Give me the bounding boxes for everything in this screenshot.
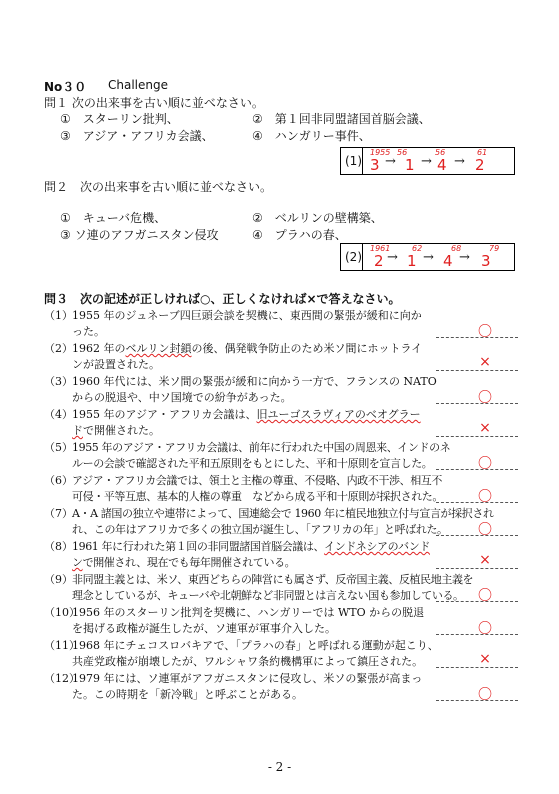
q2-option-3: ③ ソ連のアフガニスタン侵攻 (60, 228, 219, 242)
q3-item-text-line: 1960 年代には、米ソ間の緊張が緩和に向かう一方で、フランスの NATO (72, 375, 437, 388)
q3-item-text-line: 1979 年には、ソ連軍がアフガニスタンに侵攻し、米ソの緊張が高まっ (72, 672, 423, 685)
answer-blank (436, 568, 518, 569)
q3-item-number: （5） (44, 441, 73, 454)
q3-item-text-line: A・A 諸国の独立や連帯によって、国連総会で 1960 年に植民地独立付与宣言が採択され (72, 507, 494, 520)
q1-year-3: 56 (435, 148, 446, 157)
q3-item-text-line: ドで開催された。 (72, 424, 160, 437)
q3-answer-mark: 〇 (478, 390, 492, 406)
q3-item-number: （2） (44, 342, 73, 355)
q3-answer-mark: × (479, 420, 491, 436)
q3-item-text-line: アジア・アフリカ会議では、領土と主権の尊重、不侵略、内政不干渉、相互不 (72, 474, 443, 487)
q3-item-text-line: 1956 年のスターリン批判を契機に、ハンガリーでは WTO からの脱退 (72, 606, 425, 619)
q3-item-text-line: からの脱退や、中ソ国境での紛争があった。 (72, 391, 292, 404)
q3-item-text-line: を掲げる政権が誕生したが、ソ連軍が軍事介入した。 (72, 622, 336, 635)
q3-item-number: （4） (44, 408, 73, 421)
q1-answer-label: (1) (345, 154, 362, 168)
q3-item-number: （7） (44, 507, 73, 520)
q3-item-text-line: 1955 年のアジア・アフリカ会議は、旧ユーゴスラヴィアのベオグラー (72, 408, 421, 421)
q1-option-1: ① スターリン批判、 (60, 112, 179, 126)
answer-blank (436, 667, 518, 668)
q3-item-text-line: ンが設置された。 (72, 358, 160, 371)
q3-answer-mark: × (479, 354, 491, 370)
q3-item-text-line: 1962 年のベルリン封鎖の後、偶発戦争防止のため米ソ間にホットライ (72, 342, 423, 355)
challenge-label: Challenge (108, 78, 168, 92)
q1-year-1: 1955 (370, 148, 391, 157)
answer-blank (436, 436, 518, 437)
q3-item-number: （6） (44, 474, 73, 487)
q1-title: 問１ 次の出来事を古い順に並べなさい。 (44, 96, 264, 110)
q3-item-number: （10） (44, 606, 80, 619)
q3-item-text-line: 可侵・平等互恵、基本的人権の尊重 などから成る平和十原則が採択された。 (72, 490, 443, 503)
q3-item-text-line: れ、この年はアフリカで多くの独立国が誕生し、「アフリカの年」と呼ばれた。 (72, 523, 448, 536)
q3-item-text-line: た。この時期を「新冷戦」と呼ぶことがある。 (72, 688, 303, 701)
q2-year-4: 79 (489, 244, 500, 253)
q2-title: 問２ 次の出来事を古い順に並べなさい。 (44, 180, 273, 194)
q3-item-text-line: 理念としているが、キューバや北朝鮮など非同盟とは言えない国も参加している。 (72, 589, 464, 602)
q2-option-4: ④ プラハの春、 (252, 228, 347, 242)
q3-answer-mark: × (479, 552, 491, 568)
q1-year-4: 61 (477, 148, 488, 157)
q2-option-1: ① キューバ危機、 (60, 211, 167, 225)
q1-option-2: ② 第１回非同盟諸国首脳会議、 (252, 112, 431, 126)
q2-answer-box: (2) 1961 2 → 62 1 → 68 4 → 79 3 (340, 243, 515, 271)
q3-answer-mark: 〇 (478, 456, 492, 472)
q2-order-2: 1 (407, 252, 417, 270)
q1-option-3: ③ アジア・アフリカ会議、 (60, 129, 214, 143)
q1-order-2: 1 (405, 156, 415, 174)
q3-item-number: （3） (44, 375, 73, 388)
q3-item-number: （12） (44, 672, 80, 685)
q2-year-1: 1961 (370, 244, 391, 253)
q1-option-4: ④ ハンガリー事件、 (252, 129, 371, 143)
q3-answer-mark: 〇 (478, 687, 492, 703)
q1-order-4: 2 (475, 156, 485, 174)
q3-item-text-line: 1955 年のジュネーブ四巨頭会談を契機に、東西間の緊張が緩和に向か (72, 309, 422, 322)
q3-answer-mark: 〇 (478, 324, 492, 340)
q3-answer-mark: 〇 (478, 522, 492, 538)
q3-item-text-line: 1955 年のアジア・アフリカ会議は、前年に行われた中国の周恩来、インドのネ (72, 441, 451, 454)
q1-year-2: 56 (397, 148, 408, 157)
q3-item-text-line: ルーの会談で確認された平和五原則をもとにした、平和十原則を宣言した。 (72, 457, 433, 470)
q3-item-text-line: 1968 年にチェコスロバキアで、「プラハの春」と呼ばれる運動が起こり、 (72, 639, 439, 652)
q2-year-3: 68 (451, 244, 462, 253)
q2-order-1: 2 (374, 252, 384, 270)
q3-answer-mark: × (479, 651, 491, 667)
answer-blank (436, 370, 518, 371)
q3-answer-mark: 〇 (478, 621, 492, 637)
q3-answer-mark: 〇 (478, 588, 492, 604)
q3-item-text-line: ンで開催され、現在でも毎年開催されている。 (72, 556, 296, 569)
q3-item-text-line: 1961 年に行われた第１回の非同盟諸国首脳会議は、インドネシアのバンド (72, 540, 430, 553)
q3-answer-mark: 〇 (478, 489, 492, 505)
q3-item-number: （8） (44, 540, 73, 553)
q3-item-text-line: 共産党政権が崩壊したが、ワルシャワ条約機構軍によって鎮圧された。 (72, 655, 424, 668)
q1-answer-box: (1) 1955 3 → 56 1 → 56 4 → 61 2 (340, 147, 515, 175)
q3-item-number: （9） (44, 573, 73, 586)
q2-order-4: 3 (481, 252, 491, 270)
q2-option-2: ② ベルリンの壁構築、 (252, 211, 383, 225)
q3-item-number: （1） (44, 309, 73, 322)
worksheet-number: No３０ (44, 80, 87, 94)
q2-year-2: 62 (412, 244, 423, 253)
q3-item-text-line: った。 (72, 325, 105, 338)
q3-item-text-line: 非同盟主義とは、米ソ、東西どちらの陣営にも属さず、反帝国主義、反植民地主義を (72, 573, 474, 586)
q3-title: 問３ 次の記述が正しければ○、正しくなければ×で答えなさい。 (44, 292, 401, 306)
q2-answer-label: (2) (345, 250, 362, 264)
q1-order-1: 3 (370, 156, 380, 174)
q3-item-number: （11） (44, 639, 80, 652)
page-number: - 2 - (267, 760, 292, 774)
q1-order-3: 4 (437, 156, 447, 174)
q2-order-3: 4 (443, 252, 453, 270)
